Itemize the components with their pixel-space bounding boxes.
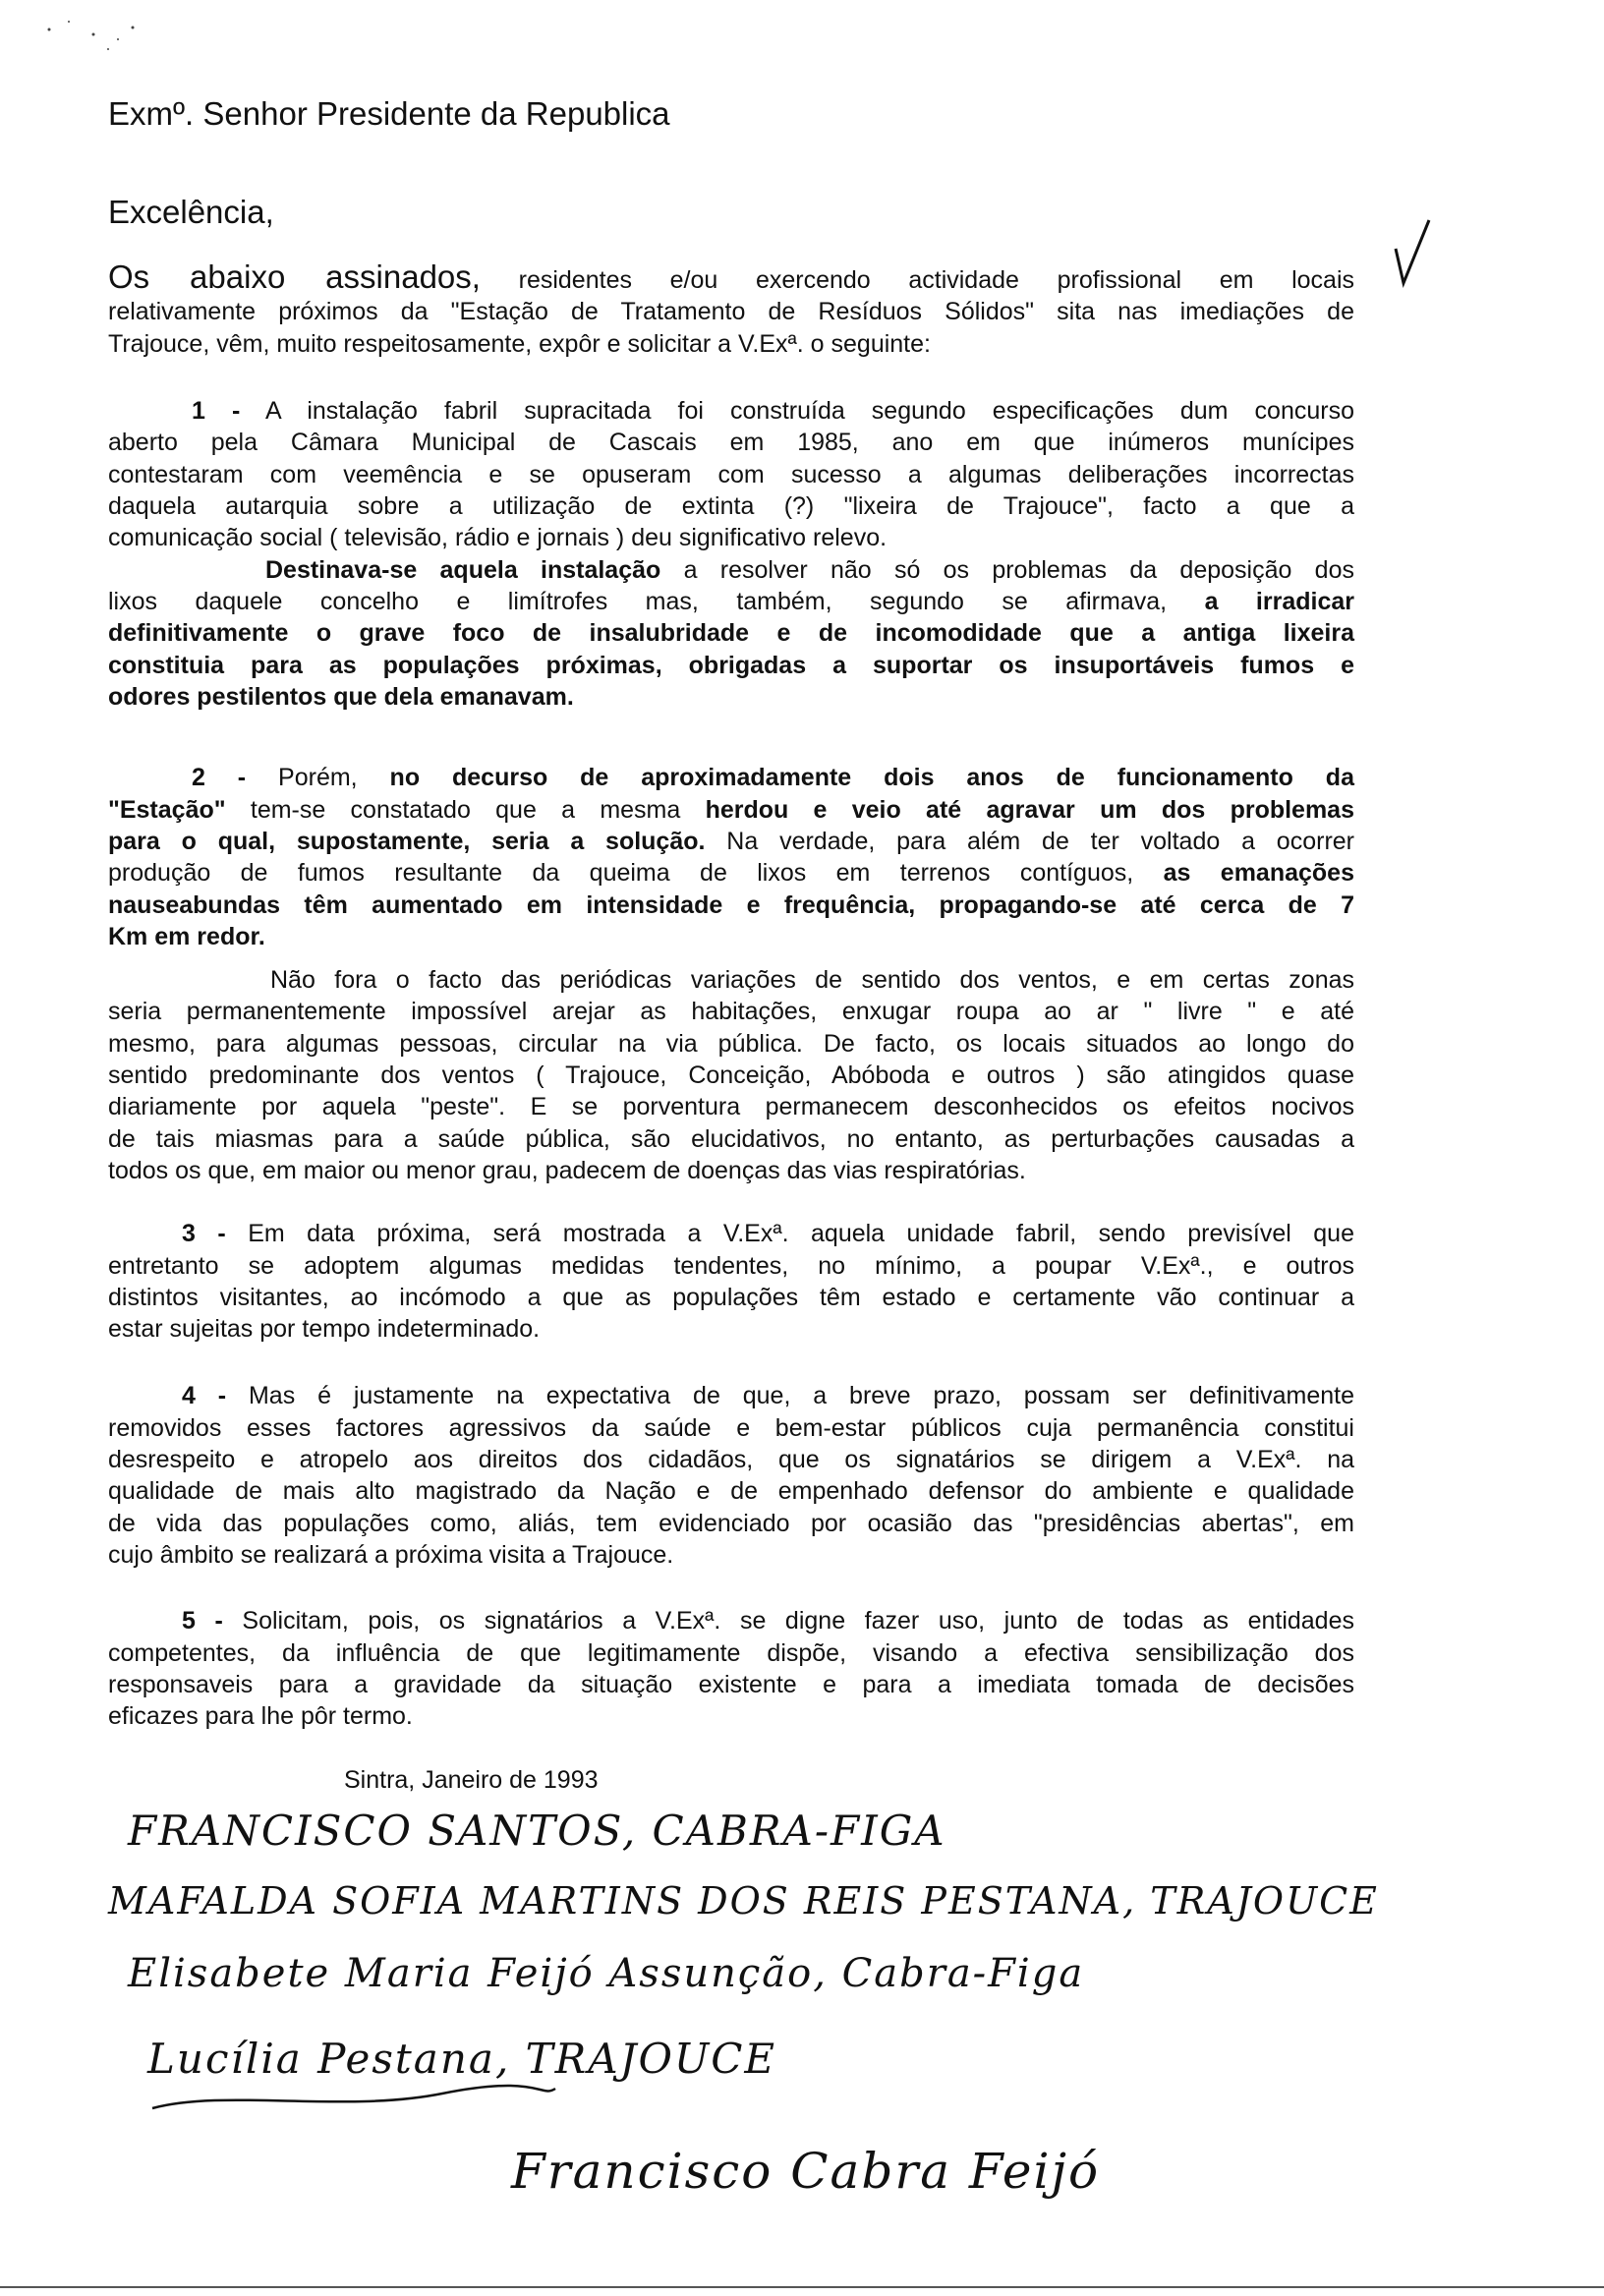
intro-line-2: relativamente próximos da "Estação de Tratamento de Resíduos Sólidos" sita nas imediações de (108, 298, 1354, 325)
p4-line-1 (182, 1382, 1354, 1409)
p1-line-1 (192, 397, 1354, 425)
p4-line-5: de vida das populações como, aliás, tem evidenciado por ocasião das "presidências abertas", em (108, 1510, 1354, 1537)
signature-1: FRANCISCO SANTOS, CABRA-FIGA (128, 1807, 946, 1855)
p2-line-4-bold: as emanações (1163, 859, 1354, 887)
p4-line-3: desrespeito e atropelo aos direitos dos cidadãos, que os signatários se dirigem a V.Exª. na (108, 1446, 1354, 1473)
p2-line-3-bold: para o qual, supostamente, seria a solução. (108, 828, 706, 855)
scan-speckle (39, 10, 147, 59)
p2-line-11: diariamente por aquela "peste". E se porventura permanecem desconhecidos os efeitos nocivos (108, 1093, 1354, 1120)
signature-2: MAFALDA SOFIA MARTINS DOS REIS PESTANA, TRAJOUCE (108, 1879, 1379, 1923)
p4-line-1-text: Mas é justamente na expectativa de que, a breve prazo, possam ser definitivamente (248, 1382, 1354, 1409)
p2-line-1-bold: no decurso de aproximadamente dois anos de funcionamento da (389, 764, 1354, 791)
signature-4: Lucília Pestana, TRAJOUCE (147, 2035, 777, 2083)
signature-3: Elisabete Maria Feijó Assunção, Cabra-Figa (128, 1951, 1085, 1996)
intro-lead: Os abaixo assinados, (108, 258, 481, 295)
place-date: Sintra, Janeiro de 1993 (344, 1766, 599, 1794)
signature-5: Francisco Cabra Feijó (511, 2143, 1101, 2200)
p2-line-1 (192, 764, 1354, 791)
p2-line-4 (108, 859, 1354, 887)
p2-line-10: sentido predominante dos ventos ( Trajouce, Conceição, Abóboda e outros ) são atingidos quase (108, 1062, 1354, 1089)
p5-line-1 (182, 1607, 1354, 1635)
p2-line-2-bold-b: herdou e veio até agravar um dos problemas (705, 796, 1354, 824)
p3-line-1-text: Em data próxima, será mostrada a V.Exª. aquela unidade fabril, sendo previsível que (248, 1220, 1354, 1247)
p5-line-1-text: Solicitam, pois, os signatários a V.Exª. se digne fazer uso, junto de todas as entidades (242, 1607, 1354, 1635)
p1-line-8: definitivamente o grave foco de insalubridade e de incomodidade que a antiga lixeira (108, 619, 1354, 647)
p2-line-3 (108, 828, 1354, 855)
p1-number: 1 - (192, 397, 241, 425)
p4-line-2: removidos esses factores agressivos da saúde e bem-estar públicos cuja permanência constitui (108, 1414, 1354, 1442)
p2-line-12: de tais miasmas para a saúde pública, são elucidativos, no entanto, as perturbações causadas a (108, 1125, 1354, 1153)
p2-line-1-normal: Porém, (278, 764, 358, 791)
p1-line-6-rest: a resolver não só os problemas da deposição dos (683, 556, 1354, 584)
p1-line-9: constituia para as populações próximas, obrigadas a suportar os insuportáveis fumos e (108, 652, 1354, 679)
p3-line-3: distintos visitantes, ao incómodo a que as populações têm estado e certamente vão continuar a (108, 1284, 1354, 1311)
p3-line-4: estar sujeitas por tempo indeterminado. (108, 1315, 541, 1343)
p1-line-1-text: A instalação fabril supracitada foi construída segundo especificações dum concurso (264, 397, 1354, 425)
p1-line-3: contestaram com veemência e se opuseram com sucesso a algumas deliberações incorrectas (108, 461, 1354, 488)
p2-line-8: seria permanentemente impossível arejar as habitações, enxugar roupa ao ar " livre " e até (108, 998, 1354, 1025)
intro-line-1-rest: residentes e/ou exercendo actividade profissional em locais (518, 266, 1355, 294)
p4-number: 4 - (182, 1382, 227, 1409)
p3-number: 3 - (182, 1220, 226, 1247)
scan-bottom-edge (0, 2286, 1604, 2288)
p2-line-2-bold-a: "Estação" (108, 796, 226, 824)
p3-line-2: entretanto se adoptem algumas medidas tendentes, no mínimo, a poupar V.Exª., e outros (108, 1252, 1354, 1280)
greeting-line: Excelência, (108, 194, 274, 230)
p4-line-6: cujo âmbito se realizará a próxima visita a Trajouce. (108, 1541, 674, 1569)
p2-line-2-normal: tem-se constatado que a mesma (250, 796, 681, 824)
p2-line-4-normal: produção de fumos resultante da queima de lixos em terrenos contíguos, (108, 859, 1134, 887)
p5-line-3: responsaveis para a gravidade da situação existente e para a imediata tomada de decisões (108, 1671, 1354, 1698)
intro-line-1 (108, 258, 1355, 295)
p1-bold-phrase: Destinava-se aquela instalação (265, 556, 661, 584)
p1-line-2: aberto pela Câmara Municipal de Cascais em 1985, ano em que inúmeros munícipes (108, 429, 1354, 456)
intro-line-3: Trajouce, vêm, muito respeitosamente, expôr e solicitar a V.Exª. o seguinte: (108, 330, 931, 358)
p1-line-7-bold: a irradicar (1204, 588, 1354, 615)
p2-line-5: nauseabundas têm aumentado em intensidade e frequência, propagando-se até cerca de 7 (108, 891, 1354, 919)
p2-line-9: mesmo, para algumas pessoas, circular na via pública. De facto, os locais situados ao longo do (108, 1030, 1354, 1058)
p1-line-4: daquela autarquia sobre a utilização de extinta (?) "lixeira de Trajouce", facto a que a (108, 492, 1354, 520)
p2-line-3-normal: Na verdade, para além de ter voltado a ocorrer (726, 828, 1354, 855)
p1-line-7-normal: lixos daquele concelho e limítrofes mas, também, segundo se afirmava, (108, 588, 1168, 615)
p5-number: 5 - (182, 1607, 223, 1635)
p5-line-4: eficazes para lhe pôr termo. (108, 1702, 413, 1730)
p2-line-7: Não fora o facto das periódicas variações de sentido dos ventos, e em certas zonas (270, 966, 1354, 994)
p2-line-6: Km em redor. (108, 923, 265, 950)
p2-number: 2 - (192, 764, 247, 791)
handwritten-check-mark (1386, 214, 1435, 293)
recipient-line: Exmº. Senhor Presidente da Republica (108, 95, 670, 132)
p1-line-5: comunicação social ( televisão, rádio e jornais ) deu significativo relevo. (108, 524, 888, 551)
p5-line-2: competentes, da influência de que legitimamente dispõe, visando a efectiva sensibilização dos (108, 1639, 1354, 1667)
p1-line-6 (265, 556, 1354, 584)
signature-4-flourish (147, 2079, 560, 2118)
p2-line-2 (108, 796, 1354, 824)
p1-line-10: odores pestilentos que dela emanavam. (108, 683, 574, 711)
p4-line-4: qualidade de mais alto magistrado da Nação e de empenhado defensor do ambiente e qualidade (108, 1477, 1354, 1505)
p1-line-7 (108, 588, 1354, 615)
p2-line-13: todos os que, em maior ou menor grau, padecem de doenças das vias respiratórias. (108, 1157, 1026, 1184)
p3-line-1 (182, 1220, 1354, 1247)
